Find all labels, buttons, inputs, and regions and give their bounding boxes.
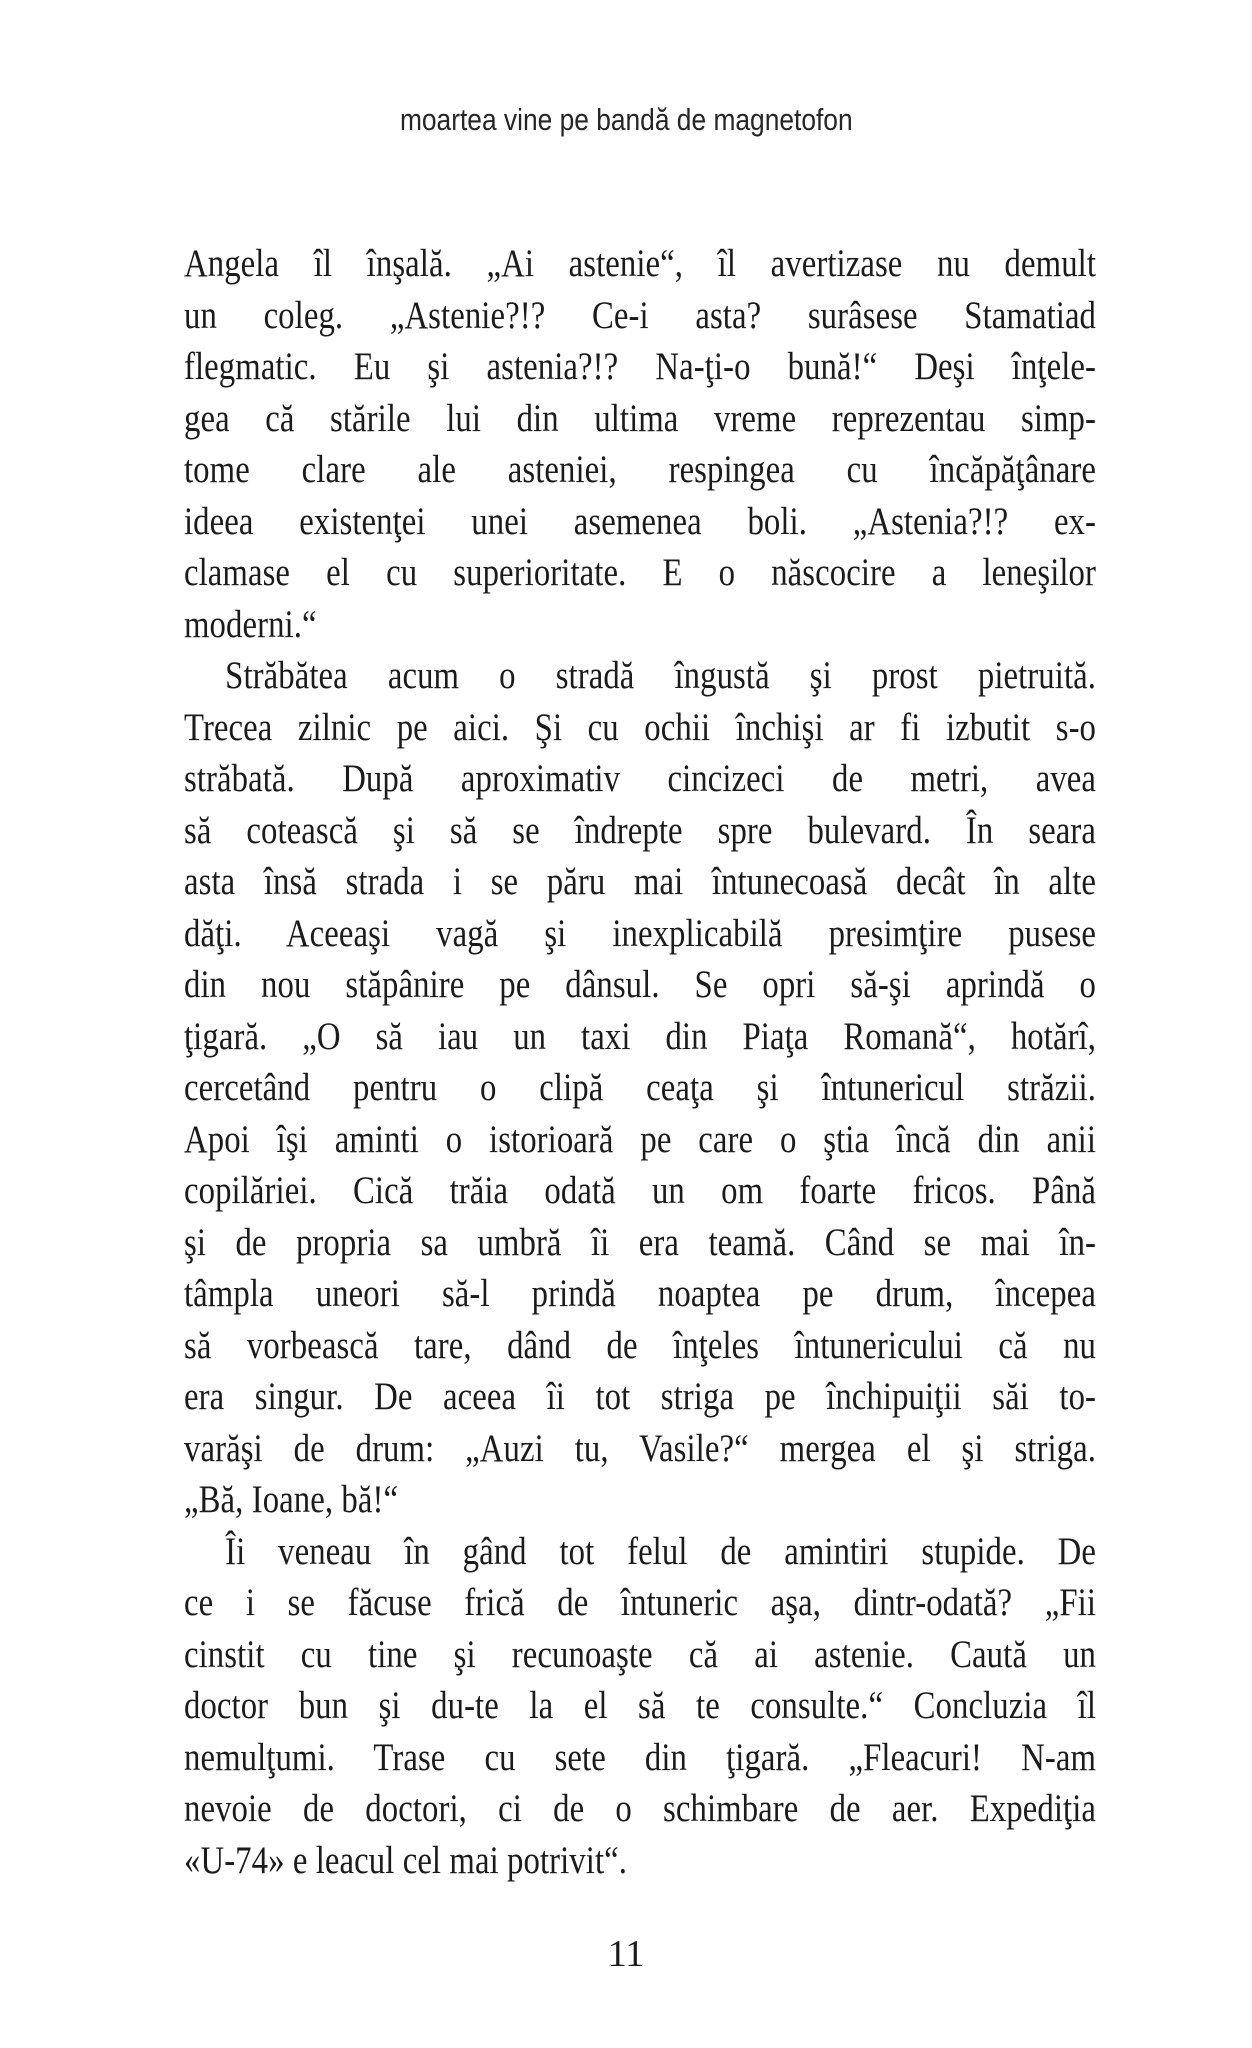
text-line: străbată. După aproximativ cincizeci de metri, avea [184, 757, 1097, 800]
text-line: era singur. De aceea îi tot striga pe închipuiţii săi to- [184, 1375, 1097, 1418]
text-line: moderni.“ [184, 602, 317, 646]
text-line: «U-74» e leacul cel mai potrivit“. [184, 1838, 628, 1882]
page-number: 11 [607, 1933, 645, 1975]
text-line: şi de propria sa umbră îi era teamă. Când se mai în- [184, 1220, 1097, 1264]
text-line: un coleg. „Astenie?!? Ce-i asta? surâsese Stamatiad [184, 293, 1097, 337]
text-line: asta însă strada i se păru mai întunecoasă decât în alte [184, 860, 1097, 903]
text-line: să vorbească tare, dând de înţeles întunericului că nu [184, 1323, 1097, 1367]
text-line: Angela îl înşală. „Ai astenie“, îl avertizase nu demult [184, 242, 1097, 285]
text-line: Trecea zilnic pe aici. Şi cu ochii închişi ar fi izbutit s-o [184, 705, 1097, 749]
text-line: să cotească şi să se îndrepte spre bulevard. În seara [184, 808, 1097, 852]
text-line: nemulţumi. Trase cu sete din ţigară. „Fleacuri! N-am [184, 1735, 1097, 1779]
text-line: dăţi. Aceeaşi vagă şi inexplicabilă presimţire pusese [184, 911, 1097, 955]
text-line: gea că stările lui din ultima vreme reprezentau simp- [184, 396, 1097, 440]
running-header [0, 100, 1252, 140]
text-line: cinstit cu tine şi recunoaşte că ai astenie. Caută un [184, 1632, 1097, 1676]
text-line: Străbătea acum o stradă îngustă şi prost pietruită. [225, 654, 1097, 697]
text-line: tâmpla uneori să-l prindă noaptea pe drum, începea [184, 1272, 1097, 1315]
text-line: varăşi de drum: „Auzi tu, Vasile?“ mergea el şi striga. [184, 1426, 1097, 1470]
text-line: ce i se făcuse frică de întuneric aşa, dintr-odată? „Fii [184, 1581, 1097, 1624]
text-block [184, 238, 1096, 1886]
page-body [184, 238, 1096, 1886]
text-line: Apoi îşi aminti o istorioară pe care o ştia încă din anii [184, 1117, 1097, 1161]
text-line: „Bă, Ioane, bă!“ [184, 1478, 399, 1521]
text-line: nevoie de doctori, ci de o schimbare de aer. Expediţia [184, 1787, 1097, 1830]
text-line: Îi veneau în gând tot felul de amintiri stupide. De [225, 1529, 1097, 1573]
text-line: clamase el cu superioritate. E o născocire a leneşilor [184, 551, 1097, 594]
text-line: din nou stăpânire pe dânsul. Se opri să-şi aprindă o [184, 963, 1097, 1006]
text-line: flegmatic. Eu şi astenia?!? Na-ţi-o bună!“ Deşi înţele- [184, 345, 1097, 388]
running-header-title: moartea vine pe bandă de magnetofon [399, 102, 853, 137]
text-line: ţigară. „O să iau un taxi din Piaţa Romană“, hotărî, [184, 1014, 1097, 1058]
text-line: ideea existenţei unei asemenea boli. „Astenia?!? ex- [184, 499, 1097, 543]
text-line: copilăriei. Cică trăia odată un om foarte fricos. Până [184, 1169, 1097, 1212]
text-line: doctor bun şi du-te la el să te consulte.“ Concluzia îl [184, 1684, 1097, 1727]
text-line: cercetând pentru o clipă ceaţa şi întunericul străzii. [184, 1066, 1097, 1109]
text-line: tome clare ale asteniei, respingea cu încăpăţânare [184, 448, 1097, 491]
